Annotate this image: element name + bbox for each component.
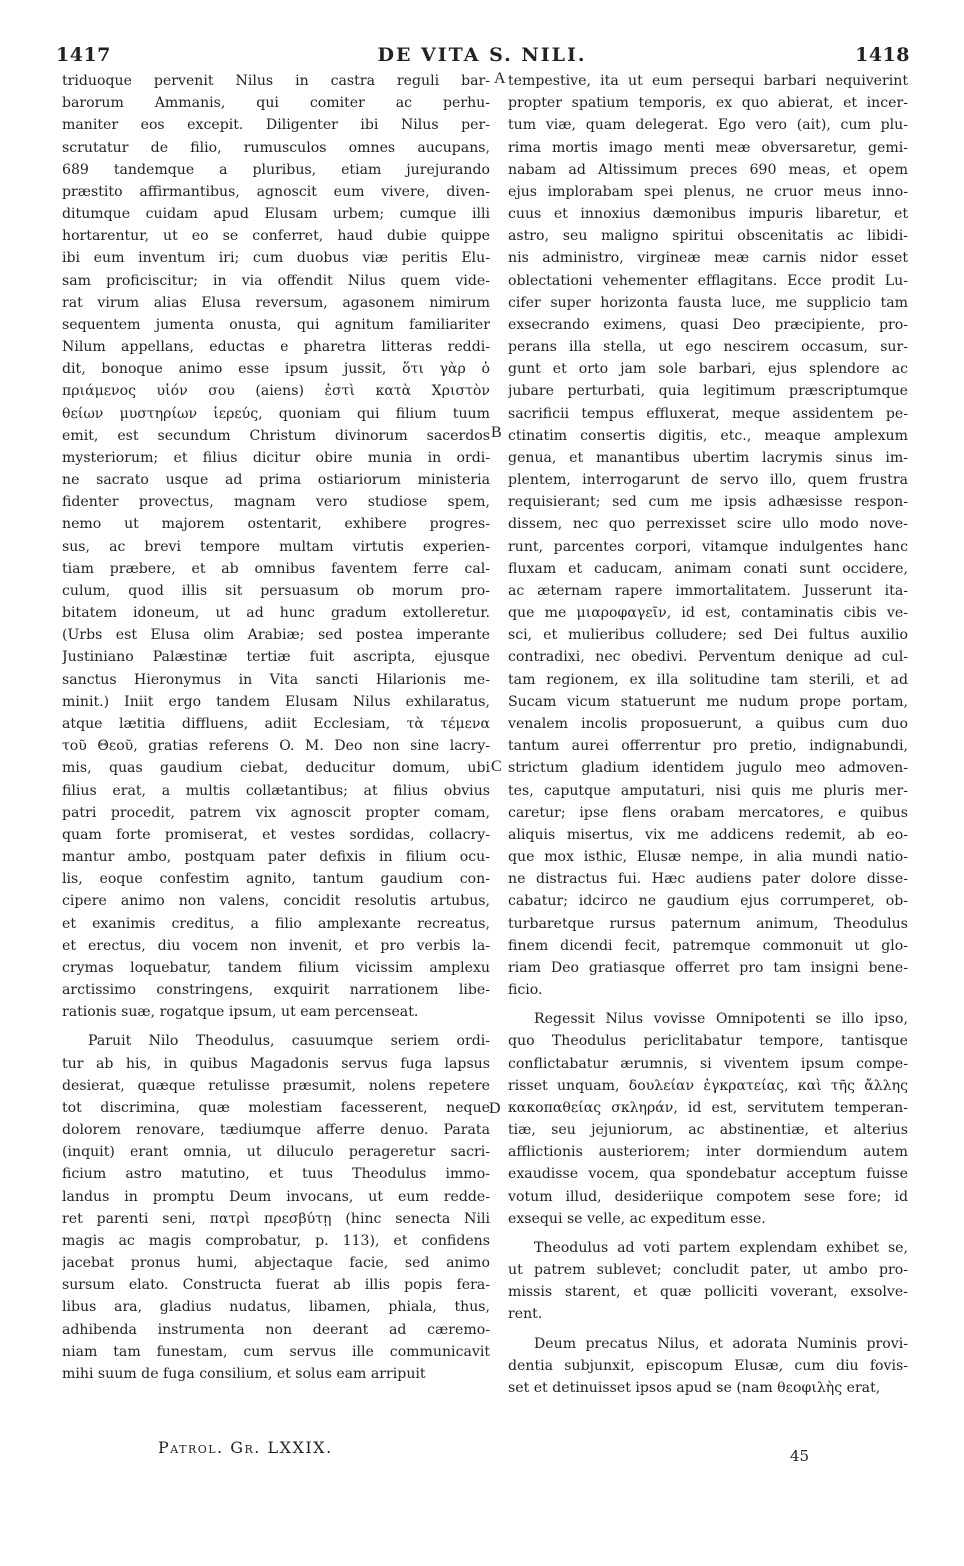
text-line: scrutatur de filio, rumusculos omnes aucupans,	[62, 139, 490, 156]
text-line: que mox isthic, Elusæ nempe, in alia mundi natio-	[508, 849, 908, 866]
text-line: jubare perturbati, quia legitimum præscriptumque	[508, 383, 908, 400]
text-line: fluxam et caducam, animam conati sunt occidere,	[508, 560, 908, 577]
text-line: hortarentur, ut eo se conferret, haud dubie quippe	[62, 228, 490, 245]
text-line: contradixi, nec obedivi. Perventum denique ad cul-	[508, 649, 908, 666]
left-column	[62, 70, 490, 1385]
text-line: rima mortis imago menti meæ obversaretur, gemi-	[508, 139, 908, 156]
text-line: quam forte promiserat, et vestes sordidas, collacry-	[62, 826, 490, 843]
text-line: ac æternam rapere immortalitatem. Jusserunt ita-	[508, 582, 908, 599]
text-line: astro, seu maligno spiritui obscenitatis ac libidi-	[508, 228, 908, 245]
text-line: bitatem idoneum, ut ad hunc gradum extolleretur.	[62, 605, 490, 622]
text-line: tot discrimina, quæ molestiam facesserent, neque	[62, 1099, 490, 1116]
text-line: tiam præbere, et ab omnibus faventem ferre cal-	[62, 560, 490, 577]
text-line: perans illa stella, ut ego nescirem occasum, sur-	[508, 339, 908, 356]
margin-marker-d: D	[489, 1100, 501, 1117]
text-line: 689 tandemque a pluribus, etiam jurejurando	[62, 161, 490, 178]
text-line: nabam ad Altissimum preces 690 meas, et opem	[508, 161, 908, 178]
text-line: mis, quas gaudium ciebat, deducitur domum, ubi	[62, 760, 490, 777]
text-line: dentia subjunxit, episcopum Elusæ, cum diu fovis-	[508, 1357, 908, 1374]
text-line: sacrificii tempus effluxerat, meque assidentem pe-	[508, 405, 908, 422]
text-line: cuus et innoxius dæmonibus impuris libaretur, et	[508, 206, 908, 223]
text-line: dolorem renovare, tædiumque afferre denuo. Parata	[62, 1122, 490, 1139]
text-line: Nilum appellans, eductas e pharetra litteras reddi-	[62, 339, 490, 356]
text-line: Deum precatus Nilus, et adorata Numinis provi-	[534, 1335, 908, 1352]
text-line: Justiniano Palæstinæ tertiæ fuit ascripta, ejusque	[62, 649, 490, 666]
text-line: ctinatim consertis digitis, etc., meaque amplexum	[508, 427, 908, 444]
text-line: genua, et manantibus ubertim lacrymis sinus im-	[508, 449, 908, 466]
text-line: sequentem jumenta onusta, qui agnitum familiariter	[62, 316, 490, 333]
text-line: minit.) Iniit ergo tandem Elusam Nilus exhilaratus,	[62, 693, 490, 710]
text-line: venalem incolis proposuerunt, a quibus cum duo	[508, 715, 908, 732]
text-line: Sucam vicum statuerunt me nudum prope portam,	[508, 693, 908, 710]
text-line: Regessit Nilus vovisse Omnipotenti se illo ipso,	[534, 1011, 908, 1028]
text-line: dit, bonoque animo esse ipsum jussit, ὅτι γὰρ ὁ	[62, 361, 490, 378]
text-line: barorum Ammanis, qui comiter ac perhu-	[62, 95, 490, 112]
text-line: nis administro, virgineæ meæ carnis nidor esset	[508, 250, 908, 267]
text-line: ne distractus fui. Hæc audiens pater dolore disse-	[508, 871, 908, 888]
footer-signature-number: 45	[790, 1447, 810, 1465]
text-line: tam regionem, ex illa solitudine tam sterili, et ad	[508, 671, 908, 688]
text-line: conflictabatur ærumnis, si viventem ipsum compe-	[508, 1055, 908, 1072]
text-line: sanctus Hieronymus in Vita sancti Hilarionis me-	[62, 671, 490, 688]
text-line: Paruit Nilo Theodulus, casuumque seriem ordi-	[88, 1033, 490, 1050]
text-line: jacebat pronus humi, abjectaque facie, sed animo	[62, 1255, 490, 1272]
text-line: mysteriorum; et filius dicitur obire munia in ordi-	[62, 449, 490, 466]
text-line: cipere animo non valens, concidit resolutis artubus,	[62, 893, 490, 910]
text-line: aliquis misertus, vix me addicens redemit, ab eo-	[508, 826, 908, 843]
text-line: atque lætitia diffluens, adiit Ecclesiam, τὰ τέμενα	[62, 715, 490, 732]
text-line: que me μιαροφαγεῖν, id est, contaminatis cibis ve-	[508, 605, 908, 622]
text-line: ficium astro matutino, et tuus Theodulus immo-	[62, 1166, 490, 1183]
text-line: ret parenti seni, πατρὶ πρεσβύτῃ (hinc senecta Nili	[62, 1210, 490, 1227]
page-number-right: 1418	[855, 44, 910, 66]
text-line: exsequi se velle, ac expeditum esse.	[508, 1210, 766, 1227]
text-line: runt, parcentes corpori, vitamque indulgentes hanc	[508, 538, 908, 555]
text-line: rent.	[508, 1306, 543, 1323]
text-line: culum, quod illis sit persuasum ob morum pro-	[62, 582, 490, 599]
text-line: plentem, interrogarunt de servo illo, quem frustra	[508, 472, 908, 489]
text-line: crymas loquebatur, tandem filium vicissim amplexu	[62, 959, 490, 976]
text-line: sus, ac brevi tempore multam virtutis experien-	[62, 538, 490, 555]
text-line: ut patrem sublevet; concludit pater, ut ambo pro-	[508, 1262, 908, 1279]
text-line: caretur; ipse flens orabam mercatores, e quibus	[508, 804, 908, 821]
margin-marker-a: A	[494, 70, 506, 87]
text-line: tantum aurei offerrentur pro pretio, indignabundi,	[508, 738, 908, 755]
page-number-left: 1417	[56, 44, 111, 66]
text-line: strictum gladium identidem jugulo meo admoven-	[508, 760, 908, 777]
text-line: ditumque cuidam apud Elusam urbem; cumque illi	[62, 206, 490, 223]
text-line: cifer super horizonta fausta luce, me supplicio tam	[508, 294, 908, 311]
text-line: Theodulus ad voti partem explendam exhibet se,	[534, 1239, 908, 1256]
text-line: tempestive, ita ut eum persequi barbari nequiverint	[508, 73, 908, 89]
text-line: ejus implorabam spei plenus, ne cruor meus inno-	[508, 183, 908, 200]
text-line: τοῦ Θεοῦ, gratias referens O. M. Deo non sine lacry-	[62, 738, 490, 755]
margin-marker-c: C	[491, 758, 502, 775]
text-line: lis, eoque confestim agnito, tantum gaudium con-	[62, 871, 490, 888]
footer-source: Patrol. Gr. LXXIX.	[158, 1438, 333, 1457]
text-line: arctissimo constringens, exquirit narrationem libe-	[62, 982, 490, 999]
text-line: sci, et mulieribus colludere; sed Dei fultus auxilio	[508, 627, 908, 644]
text-line: rationis suæ, rogatque ipsum, ut eam percenseat.	[62, 1004, 419, 1021]
text-line: dissem, nec quo perrexisset scire ullo modo nove-	[508, 516, 908, 533]
text-line: sursum elato. Constructa fuerat ab illis popis fera-	[62, 1277, 490, 1294]
text-line: fidenter provectus, magnam vero studiose spem,	[62, 494, 490, 511]
text-line: afflictionis austeriorem; inter dormiendum autem	[508, 1144, 908, 1161]
text-line: votum illud, desideriique compotem sese fore; id	[508, 1188, 908, 1205]
text-line: exaudisse vocem, qua spondebatur acceptum fuisse	[508, 1166, 908, 1183]
text-line: patri procedit, patrem vix agnoscit propter comam,	[62, 804, 490, 821]
text-line: et exanimis creditus, a filio amplexante recreatus,	[62, 915, 490, 932]
right-column	[508, 70, 908, 1399]
text-line: κακοπαθείας σκληράν, id est, servitutem temperan-	[508, 1099, 908, 1116]
text-line: landus in promptu Deum invocans, ut eum redde-	[62, 1188, 490, 1205]
text-line: quo Theodulus periclitabatur tempore, tantisque	[508, 1033, 908, 1050]
text-line: filius erat, a multis collætantibus; at filius obvius	[62, 782, 490, 799]
text-line: mihi suum de fuga consilium, et solus eam arripuit	[62, 1365, 426, 1382]
text-line: cabatur; idcirco ne gaudium ejus corrumperet, ob-	[508, 893, 908, 910]
text-line: ibi eum inventum iri; cum duobus viæ peritis Elu-	[62, 250, 490, 267]
text-line: missis starent, et quæ polliciti voverant, exsolve-	[508, 1284, 908, 1301]
text-line: risset unquam, δουλείαν ἐγκρατείας, καὶ τῆς ἄλλης	[508, 1077, 908, 1094]
text-line: gunt et orto jam sole barbari, ejus splendore ac	[508, 361, 908, 378]
margin-marker-b: B	[491, 424, 502, 441]
text-line: emit, est secundum Christum divinorum sacerdos	[62, 427, 490, 444]
text-line: tum viæ, quam delegerat. Ego vero (ait), cum plu-	[508, 117, 908, 134]
text-line: θείων μυστηρίων ἱερεύς, quoniam qui filium tuum	[62, 405, 490, 422]
text-line: mantur ambo, postquam pater defixis in filium ocu-	[62, 849, 490, 866]
text-line: propter spatium temporis, ex quo abierat, et incer-	[508, 95, 908, 112]
text-line: rat virum alias Elusa reversum, agasonem nimirum	[62, 294, 490, 311]
text-line: (Urbs est Elusa olim Arabiæ; sed postea imperante	[62, 627, 490, 644]
text-line: tes, caputque amputaturi, nisi quis me pluris mer-	[508, 782, 908, 799]
text-line: nemo ut majorem ostentarit, exhibere progres-	[62, 516, 490, 533]
text-line: turbaretque rursus paternum animum, Theodulus	[508, 915, 908, 932]
text-line: tiæ, seu jejuniorum, ac abstinentiæ, et alterius	[508, 1122, 908, 1139]
text-line: ficio.	[508, 982, 543, 999]
text-line: πριάμενος υἱόν σου (aiens) ἐστὶ κατὰ Χριστὸν	[62, 383, 490, 400]
text-line: set et detinuisset ipsos apud se (nam θεοφιλὴς erat,	[508, 1379, 881, 1396]
text-line: finem dicendi fecit, patremque commonuit ut glo-	[508, 937, 908, 954]
text-line: maniter eos excepit. Diligenter ibi Nilus per-	[62, 117, 490, 134]
running-title: DE VITA S. NILI.	[377, 44, 587, 66]
text-line: libus ara, gladius nudatus, libamen, phiala, thus,	[62, 1299, 490, 1316]
text-line: ne sacrato usque ad prima ostiariorum ministeria	[62, 472, 490, 489]
text-line: præstito affirmantibus, agnoscit eum vivere, diven-	[62, 183, 490, 200]
text-line: desierat, quæque retulisse præsumit, nolens repetere	[62, 1077, 490, 1094]
text-line: riam Deo gratiasque offerret pro tam insigni bene-	[508, 959, 908, 976]
text-line: niam tam funestam, cum servus ille communicavit	[62, 1343, 490, 1360]
text-line: tur ab his, in quibus Magadonis servus fuga lapsus	[62, 1055, 490, 1072]
text-line: (inquit) erant omnia, ut diluculo perageretur sacri-	[62, 1144, 490, 1161]
text-line: sam proficiscitur; in via offendit Nilus quem vide-	[62, 272, 490, 289]
text-line: requisierant; sed cum me ipsis adhæsisse respon-	[508, 494, 908, 511]
text-line: magis ac magis comprobatur, p. 113), et confidens	[62, 1232, 490, 1249]
text-line: adhibenda instrumenta non deerant ad cæremo-	[62, 1321, 490, 1338]
text-line: oblectationi vehementer efflagitans. Ecce prodit Lu-	[508, 272, 908, 289]
text-line: et erectus, diu vocem non invenit, et pro verbis la-	[62, 937, 490, 954]
text-line: exsecrando eximens, quasi Deo præcipiente, pro-	[508, 316, 908, 333]
text-line: triduoque pervenit Nilus in castra reguli bar-	[62, 73, 490, 89]
